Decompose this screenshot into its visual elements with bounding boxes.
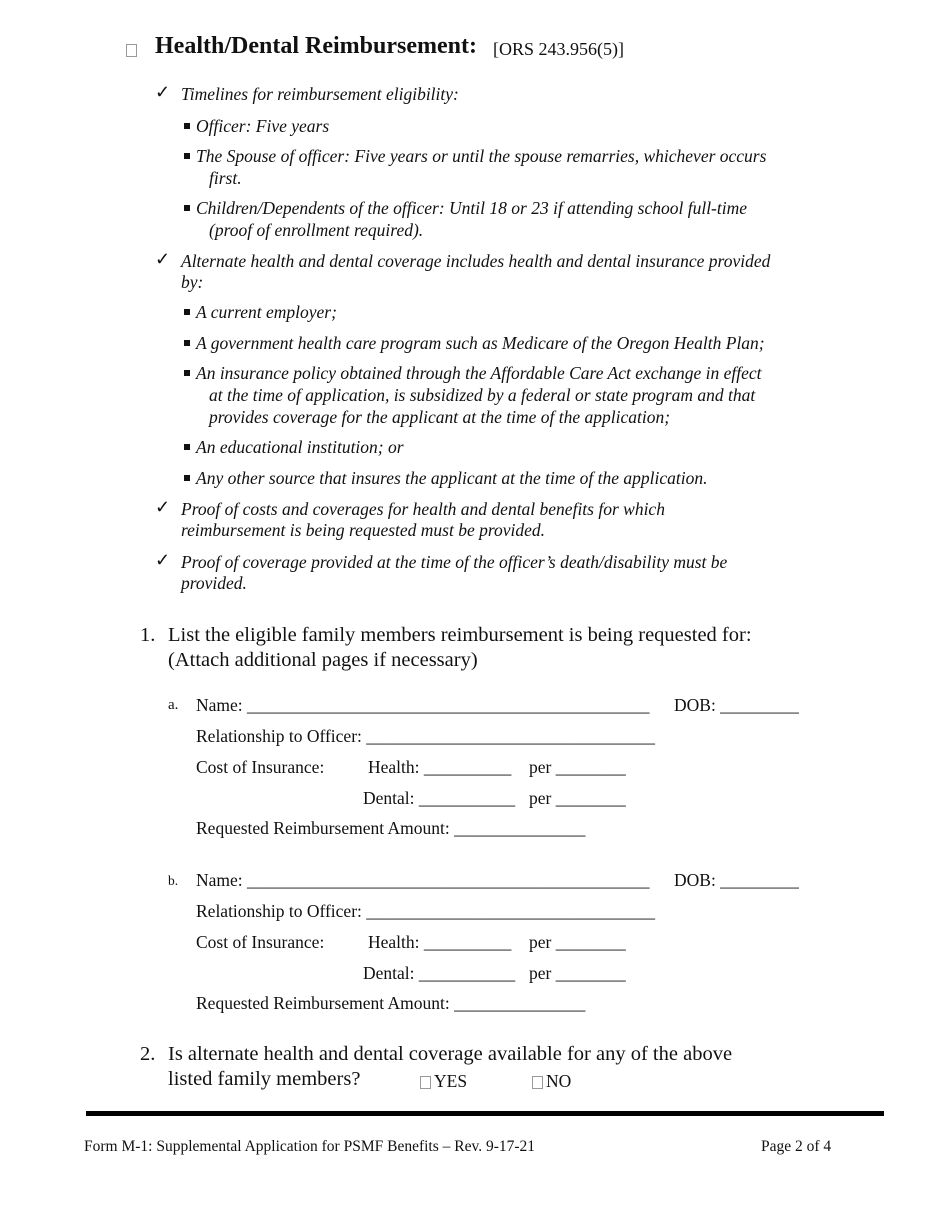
yes-label: YES <box>434 1071 468 1091</box>
member-b-letter: b. <box>168 873 179 888</box>
list-item-continued: provides coverage for the applicant at the time of the application; <box>209 407 671 427</box>
square-bullet-icon <box>184 370 190 376</box>
section-reference: [ORS 243.956(5)] <box>493 39 624 59</box>
square-bullet-icon <box>184 153 190 159</box>
proof-costs-text-continued: reimbursement is being requested must be provided. <box>181 520 546 540</box>
no-option[interactable] <box>532 1071 571 1092</box>
member-b-relationship-field[interactable]: Relationship to Officer: _________________________________ <box>196 901 656 921</box>
list-item-continued: (proof of enrollment required). <box>209 220 424 240</box>
member-b-health-field[interactable]: Health: __________ <box>368 932 512 952</box>
question-2-text-continued: listed family members? <box>168 1068 361 1090</box>
member-a-dob-field[interactable]: DOB: _________ <box>674 695 799 715</box>
member-a-letter: a. <box>168 697 179 713</box>
no-checkbox-icon[interactable] <box>532 1076 543 1089</box>
no-label: NO <box>546 1071 572 1091</box>
list-item: A government health care program such as Medicare of the Oregon Health Plan; <box>196 333 765 353</box>
list-item-continued: first. <box>209 168 242 188</box>
question-1-number: 1. <box>140 624 156 646</box>
square-bullet-icon <box>184 444 190 450</box>
proof-coverage-text: Proof of coverage provided at the time of the officer’s death/disability must be <box>181 552 728 572</box>
section-title: Health/Dental Reimbursement: <box>155 33 477 59</box>
footer-form-title: Form M-1: Supplemental Application for PSMF Benefits – Rev. 9-17-21 <box>84 1138 536 1155</box>
list-item-continued: at the time of application, is subsidized by a federal or state program and that <box>209 385 756 405</box>
alternate-coverage-text-continued: by: <box>181 272 204 292</box>
question-2-text: Is alternate health and dental coverage available for any of the above <box>168 1043 733 1065</box>
section-checkbox[interactable] <box>126 44 137 57</box>
list-item: The Spouse of officer: Five years or until the spouse remarries, whichever occurs <box>196 146 767 166</box>
square-bullet-icon <box>184 205 190 211</box>
footer-divider <box>86 1111 884 1116</box>
member-b-dental-field[interactable]: Dental: ___________ <box>363 963 516 983</box>
alternate-coverage-text: Alternate health and dental coverage includes health and dental insurance provided <box>181 251 771 271</box>
timelines-heading: Timelines for reimbursement eligibility: <box>181 84 459 104</box>
member-a-relationship-field[interactable]: Relationship to Officer: _________________________________ <box>196 726 656 746</box>
member-b-dental-per-field[interactable]: per ________ <box>529 963 626 983</box>
member-b-requested-amount-field[interactable]: Requested Reimbursement Amount: _______________ <box>196 993 586 1013</box>
member-a-cost-label: Cost of Insurance: <box>196 757 325 777</box>
square-bullet-icon <box>184 309 190 315</box>
list-item: Children/Dependents of the officer: Until 18 or 23 if attending school full-time <box>196 198 748 218</box>
question-1-text: List the eligible family members reimbursement is being requested for: <box>168 624 752 646</box>
yes-option[interactable] <box>420 1071 467 1092</box>
square-bullet-icon <box>184 340 190 346</box>
question-1-note: (Attach additional pages if necessary) <box>168 649 478 671</box>
yes-checkbox-icon[interactable] <box>420 1076 431 1089</box>
member-b-health-per-field[interactable]: per ________ <box>529 932 626 952</box>
proof-coverage-text-continued: provided. <box>181 573 247 593</box>
member-a-health-per-field[interactable]: per ________ <box>529 757 626 777</box>
check-icon: ✓ <box>155 82 171 102</box>
member-a-name-field[interactable]: Name: ______________________________________________ <box>196 695 650 715</box>
list-item: Officer: Five years <box>196 116 330 136</box>
square-bullet-icon <box>184 123 190 129</box>
check-icon: ✓ <box>155 550 171 570</box>
question-2-number: 2. <box>140 1043 156 1065</box>
footer-page-number: Page 2 of 4 <box>761 1138 832 1155</box>
list-item: Any other source that insures the applicant at the time of the application. <box>196 468 708 488</box>
member-a-health-field[interactable]: Health: __________ <box>368 757 512 777</box>
member-b-dob-field[interactable]: DOB: _________ <box>674 870 799 890</box>
list-item: An insurance policy obtained through the Affordable Care Act exchange in effect <box>196 363 762 383</box>
member-a-dental-per-field[interactable]: per ________ <box>529 788 626 808</box>
member-a-requested-amount-field[interactable]: Requested Reimbursement Amount: _______________ <box>196 818 586 838</box>
member-a-dental-field[interactable]: Dental: ___________ <box>363 788 516 808</box>
check-icon: ✓ <box>155 497 171 517</box>
list-item: An educational institution; or <box>196 437 404 457</box>
list-item: A current employer; <box>196 302 337 322</box>
member-b-name-field[interactable]: Name: ______________________________________________ <box>196 870 650 890</box>
square-bullet-icon <box>184 475 190 481</box>
member-b-cost-label: Cost of Insurance: <box>196 932 325 952</box>
check-icon: ✓ <box>155 249 171 269</box>
proof-costs-text: Proof of costs and coverages for health and dental benefits for which <box>181 499 665 519</box>
